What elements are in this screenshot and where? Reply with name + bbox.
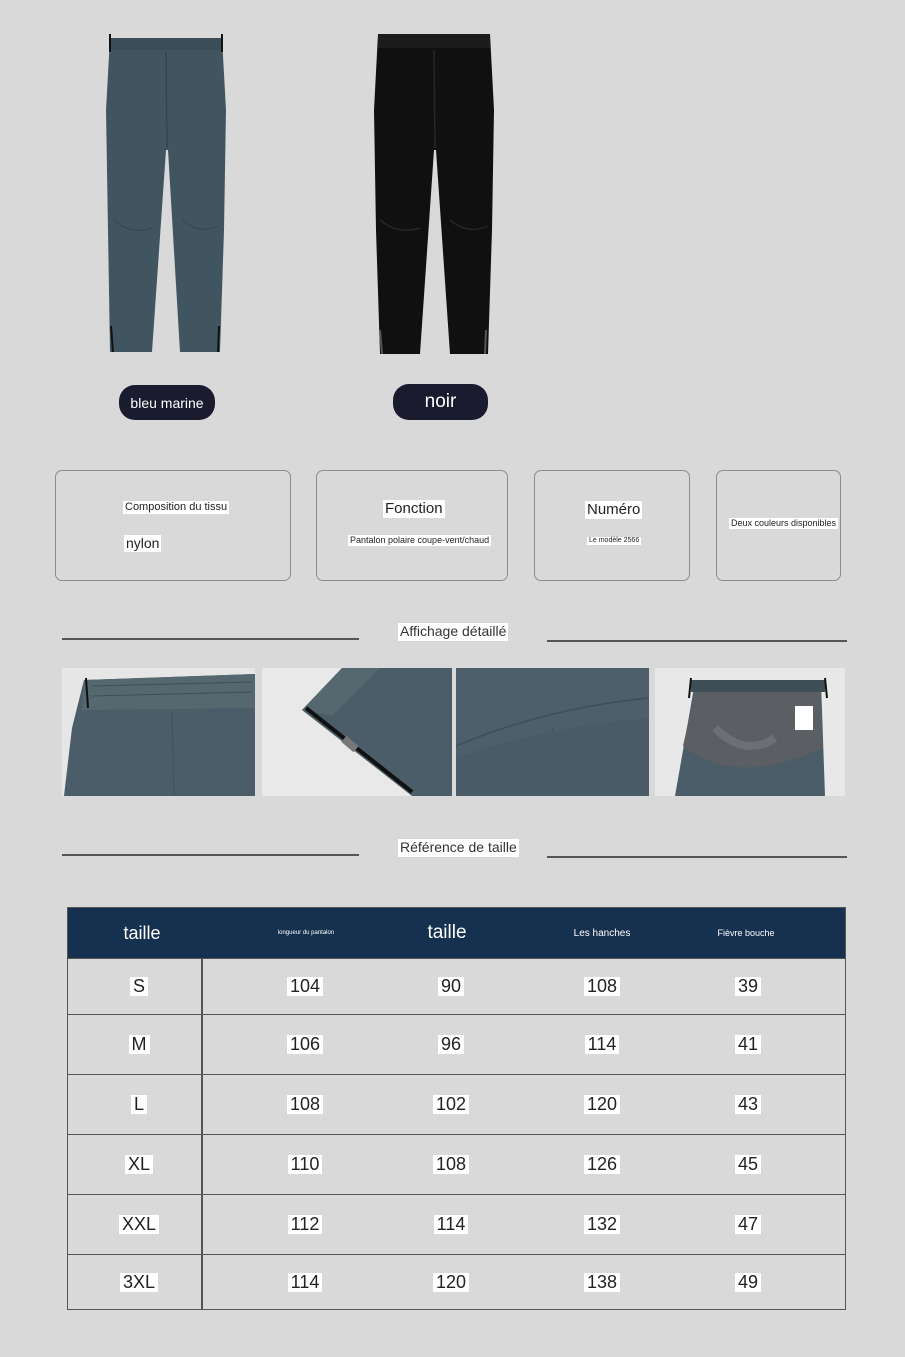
table-cell: 47 <box>688 1195 808 1254</box>
table-cell: 45 <box>688 1135 808 1194</box>
colors-available-box <box>716 470 841 581</box>
black-pants-image <box>370 30 505 360</box>
fabric-composition-title: Composition du tissu <box>125 501 228 513</box>
table-cell: 106 <box>245 1015 365 1074</box>
table-cell: 114 <box>391 1195 511 1254</box>
table-cell: S <box>79 959 199 1014</box>
table-cell: 39 <box>688 959 808 1014</box>
column-header-hips: Les hanches <box>573 927 631 939</box>
size-section-title: Référence de taille <box>400 839 517 855</box>
table-cell: 114 <box>245 1255 365 1310</box>
fabric-composition-value: nylon <box>126 535 160 551</box>
table-cell: M <box>79 1015 199 1074</box>
table-cell: 41 <box>688 1015 808 1074</box>
table-cell: L <box>79 1075 199 1134</box>
table-header <box>68 908 845 958</box>
divider-left <box>62 638 359 640</box>
detail-photo-side-zipper <box>262 668 452 796</box>
table-row <box>68 1074 845 1134</box>
detail-section-title: Affichage détaillé <box>400 623 507 639</box>
table-cell: 110 <box>245 1135 365 1194</box>
table-row <box>68 1254 845 1310</box>
size-chart-table <box>67 907 846 1310</box>
column-header-waist: taille <box>427 922 467 943</box>
column-header-leg-opening: Fièvre bouche <box>717 928 775 938</box>
detail-photo-fabric <box>456 668 649 796</box>
table-cell: 138 <box>542 1255 662 1310</box>
divider-right <box>547 856 847 858</box>
fabric-composition-box <box>55 470 291 581</box>
table-cell: 43 <box>688 1075 808 1134</box>
table-cell: 108 <box>391 1135 511 1194</box>
column-header-length: longueur du pantalon <box>277 930 335 936</box>
table-cell: XXL <box>79 1195 199 1254</box>
detail-photo-waistband <box>62 668 255 796</box>
table-cell: 120 <box>542 1075 662 1134</box>
table-cell: 108 <box>542 959 662 1014</box>
table-cell: 3XL <box>79 1255 199 1310</box>
table-row <box>68 958 845 1014</box>
detail-photo-fleece-lining <box>655 668 845 796</box>
table-cell: 112 <box>245 1195 365 1254</box>
divider-right <box>547 640 847 642</box>
model-number-box <box>534 470 690 581</box>
table-cell: 108 <box>245 1075 365 1134</box>
function-value: Pantalon polaire coupe-vent/chaud <box>350 535 490 545</box>
column-header-size: taille <box>123 922 161 943</box>
table-cell: 96 <box>391 1015 511 1074</box>
color-swatch-black[interactable] <box>393 384 488 420</box>
color-swatch-label: noir <box>424 391 457 412</box>
color-swatch-label: bleu marine <box>130 394 204 411</box>
table-row <box>68 1194 845 1254</box>
table-cell: 104 <box>245 959 365 1014</box>
function-box <box>316 470 508 581</box>
colors-available-title: Deux couleurs disponibles <box>731 518 837 528</box>
table-cell: 102 <box>391 1075 511 1134</box>
model-number-value: Le modèle 2566 <box>589 537 640 544</box>
table-cell: 49 <box>688 1255 808 1310</box>
table-row <box>68 1014 845 1074</box>
table-cell: 126 <box>542 1135 662 1194</box>
table-cell: 114 <box>542 1015 662 1074</box>
table-cell: 132 <box>542 1195 662 1254</box>
table-row <box>68 1134 845 1194</box>
model-number-title: Numéro <box>587 501 641 518</box>
color-swatch-navy[interactable] <box>119 385 215 420</box>
table-cell: 120 <box>391 1255 511 1310</box>
divider-left <box>62 854 359 856</box>
table-cell: 90 <box>391 959 511 1014</box>
navy-pants-image <box>100 30 235 360</box>
table-cell: XL <box>79 1135 199 1194</box>
function-title: Fonction <box>385 500 443 517</box>
